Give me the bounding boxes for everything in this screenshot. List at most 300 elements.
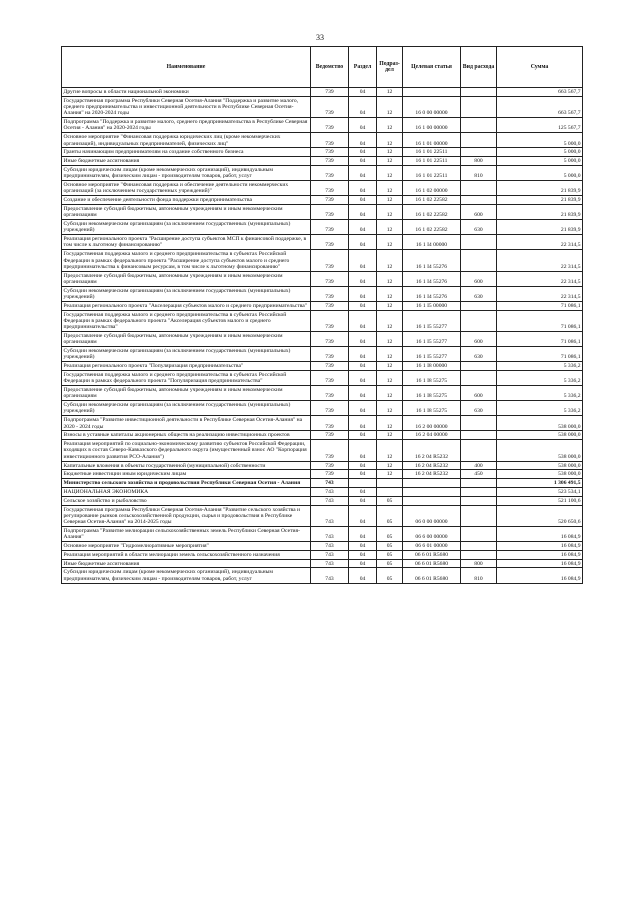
- table-row: [62, 416, 583, 431]
- table-row: [62, 370, 583, 385]
- cell-name: Государственная программа Республики Северная Осетия-Алания "Развитие сельского хозяйства и регулирование рынков сельскохозяйственной продукции, сырья и продовольствия в Республике Северная Осетия-Алания" на 2014-2025 годы: [62, 505, 311, 526]
- cell-name: Сельское хозяйство и рыболовство: [62, 496, 311, 505]
- cell-sub: 12: [377, 416, 403, 431]
- cell-name: Реализация мероприятий по социально-экономическому развитию субъектов Российской Федерации, входящих в состав Северо-Кавказского федерального округа (имущественный взнос АО "Корпорация инвестиционного развития РСО-Алания"): [62, 440, 311, 461]
- cell-exp: 600: [461, 204, 497, 219]
- cell-name: Предоставление субсидий бюджетным, автономным учреждениям и иным некоммерческим организациям: [62, 332, 311, 347]
- cell-name: Государственная поддержка малого и среднего предпринимательства в субъектах Российской Федерации в рамках федерального проекта "Акселерация субъектов малого и среднего предпринимательства": [62, 310, 311, 331]
- cell-tgt: 16 1 02 22582: [403, 196, 461, 205]
- cell-sub: 12: [377, 165, 403, 180]
- cell-dept: 739: [311, 181, 349, 196]
- cell-tgt: 06 6 01 R5680: [403, 550, 461, 559]
- table-row: [62, 96, 583, 117]
- cell-dept: 743: [311, 526, 349, 541]
- cell-sub: 12: [377, 461, 403, 470]
- cell-sec: 04: [349, 401, 377, 416]
- cell-sec: 04: [349, 542, 377, 551]
- cell-dept: 739: [311, 250, 349, 271]
- cell-dept: 743: [311, 479, 349, 488]
- cell-sub: 12: [377, 470, 403, 479]
- page-number: 33: [316, 33, 324, 42]
- cell-sum: 538 000,0: [497, 416, 583, 431]
- cell-exp: [461, 550, 497, 559]
- cell-dept: 739: [311, 461, 349, 470]
- cell-sec: 04: [349, 416, 377, 431]
- cell-sec: 04: [349, 148, 377, 157]
- cell-exp: [461, 181, 497, 196]
- cell-sum: 523 534,1: [497, 487, 583, 496]
- cell-exp: [461, 250, 497, 271]
- cell-sum: 663 567,7: [497, 96, 583, 117]
- cell-name: Основное мероприятие "Гидромелиоративные мероприятия": [62, 542, 311, 551]
- cell-sec: 04: [349, 431, 377, 440]
- table-row: [62, 550, 583, 559]
- cell-name: Министерство сельского хозяйства и продовольствия Республики Северная Осетия - Алания: [62, 479, 311, 488]
- cell-dept: 739: [311, 286, 349, 301]
- table-row: [62, 301, 583, 310]
- cell-name: Предоставление субсидий бюджетным, автономным учреждениям и иным некоммерческим организациям: [62, 386, 311, 401]
- cell-sub: 12: [377, 220, 403, 235]
- cell-sum: 663 567,7: [497, 88, 583, 97]
- cell-tgt: [403, 479, 461, 488]
- cell-sec: 04: [349, 568, 377, 583]
- cell-dept: 743: [311, 487, 349, 496]
- table-row: [62, 118, 583, 133]
- cell-sub: 12: [377, 386, 403, 401]
- cell-name: Субсидии некоммерческим организациям (за исключением государственных (муниципальных) учреждений): [62, 220, 311, 235]
- cell-name: Субсидии юридическим лицам (кроме некоммерческих организаций), индивидуальным предпринимателям, физическим лицам - производителям товаров, работ, услуг: [62, 165, 311, 180]
- budget-table: [61, 46, 583, 584]
- cell-tgt: 16 1 02 22582: [403, 204, 461, 219]
- cell-sum: 538 000,0: [497, 461, 583, 470]
- cell-dept: 743: [311, 568, 349, 583]
- cell-tgt: 16 1 I4 00000: [403, 235, 461, 250]
- cell-exp: 800: [461, 559, 497, 568]
- cell-sum: 125 567,7: [497, 118, 583, 133]
- cell-dept: 739: [311, 332, 349, 347]
- header-expense: Вид расхода: [461, 47, 497, 88]
- cell-dept: 739: [311, 347, 349, 362]
- table-row: [62, 347, 583, 362]
- table-row: [62, 505, 583, 526]
- cell-sum: 538 000,0: [497, 440, 583, 461]
- cell-name: Капитальные вложения в объекты государственной (муниципальной) собственности: [62, 461, 311, 470]
- header-dept: Ведомство: [311, 47, 349, 88]
- cell-tgt: 06 6 01 00000: [403, 542, 461, 551]
- cell-sub: 05: [377, 550, 403, 559]
- table-row: [62, 286, 583, 301]
- cell-tgt: 16 1 00 00000: [403, 118, 461, 133]
- cell-tgt: 06 0 00 00000: [403, 505, 461, 526]
- cell-exp: 800: [461, 157, 497, 166]
- table-row: [62, 526, 583, 541]
- cell-sec: 04: [349, 505, 377, 526]
- cell-exp: [461, 235, 497, 250]
- cell-sum: 22 314,5: [497, 286, 583, 301]
- cell-exp: [461, 505, 497, 526]
- cell-dept: 739: [311, 118, 349, 133]
- cell-dept: 739: [311, 271, 349, 286]
- cell-sub: 12: [377, 431, 403, 440]
- cell-sub: 12: [377, 286, 403, 301]
- cell-tgt: 16 1 02 22582: [403, 220, 461, 235]
- cell-name: Реализация регионального проекта "Расширение доступа субъектов МСП к финансовой поддержке, в том числе к льготному финансированию": [62, 235, 311, 250]
- cell-exp: [461, 440, 497, 461]
- cell-dept: 739: [311, 220, 349, 235]
- cell-dept: 739: [311, 431, 349, 440]
- cell-tgt: 16 1 I8 55275: [403, 370, 461, 385]
- table-row: [62, 568, 583, 583]
- table-row: [62, 332, 583, 347]
- cell-sec: 04: [349, 470, 377, 479]
- cell-sub: 12: [377, 88, 403, 97]
- cell-dept: 739: [311, 401, 349, 416]
- cell-exp: 600: [461, 386, 497, 401]
- table-row: [62, 461, 583, 470]
- cell-dept: 739: [311, 470, 349, 479]
- cell-sum: 16 084,9: [497, 559, 583, 568]
- cell-name: Взносы в уставные капиталы акционерных обществ на реализацию инвестиционных проектов: [62, 431, 311, 440]
- cell-name: Предоставление субсидий бюджетным, автономным учреждениям и иным некоммерческим организациям: [62, 271, 311, 286]
- table-row: [62, 148, 583, 157]
- cell-sec: 04: [349, 550, 377, 559]
- cell-sec: 04: [349, 310, 377, 331]
- cell-sub: 05: [377, 568, 403, 583]
- table-row: [62, 133, 583, 148]
- cell-tgt: 16 1 I8 00000: [403, 362, 461, 371]
- cell-exp: 630: [461, 286, 497, 301]
- cell-exp: [461, 370, 497, 385]
- cell-name: Гранты начинающим предпринимателям на создание собственного бизнеса: [62, 148, 311, 157]
- cell-name: Реализация регионального проекта "Популяризация предпринимательства": [62, 362, 311, 371]
- cell-sub: 12: [377, 96, 403, 117]
- cell-sec: 04: [349, 165, 377, 180]
- cell-sub: 05: [377, 505, 403, 526]
- table-row: [62, 220, 583, 235]
- cell-tgt: 16 1 01 22511: [403, 148, 461, 157]
- cell-name: Государственная поддержка малого и среднего предпринимательства в субъектах Российской Федерации в рамках федерального проекта "Популяризация предпринимательства": [62, 370, 311, 385]
- cell-sum: 22 314,5: [497, 271, 583, 286]
- cell-tgt: 16 1 01 22511: [403, 165, 461, 180]
- cell-exp: [461, 542, 497, 551]
- cell-dept: 739: [311, 133, 349, 148]
- cell-dept: 739: [311, 370, 349, 385]
- table-row: [62, 401, 583, 416]
- cell-sub: 12: [377, 440, 403, 461]
- table-header-row: [62, 47, 583, 88]
- cell-dept: 739: [311, 88, 349, 97]
- table-row: [62, 157, 583, 166]
- cell-name: Подпрограмма "Развитие инвестиционной деятельности в Республике Северная Осетия-Алания" на 2020 - 2024 годы: [62, 416, 311, 431]
- cell-sum: 16 084,9: [497, 542, 583, 551]
- cell-sec: 04: [349, 250, 377, 271]
- cell-tgt: 16 1 I5 55277: [403, 347, 461, 362]
- cell-sec: 04: [349, 487, 377, 496]
- cell-sub: 12: [377, 196, 403, 205]
- cell-sum: 22 314,5: [497, 235, 583, 250]
- cell-sum: 71 086,1: [497, 310, 583, 331]
- cell-dept: 743: [311, 542, 349, 551]
- cell-sec: 04: [349, 461, 377, 470]
- cell-sec: 04: [349, 181, 377, 196]
- cell-name: Субсидии некоммерческим организациям (за исключением государственных (муниципальных) учреждений): [62, 401, 311, 416]
- cell-tgt: 16 1 I4 55276: [403, 271, 461, 286]
- cell-sec: 04: [349, 271, 377, 286]
- cell-exp: [461, 487, 497, 496]
- cell-exp: [461, 196, 497, 205]
- cell-dept: 739: [311, 440, 349, 461]
- cell-sum: 5 000,0: [497, 133, 583, 148]
- cell-sec: 04: [349, 370, 377, 385]
- cell-sub: 12: [377, 157, 403, 166]
- cell-tgt: 16 2 04 R5232: [403, 461, 461, 470]
- table-row: [62, 271, 583, 286]
- cell-sum: 5 000,0: [497, 148, 583, 157]
- cell-name: Государственная поддержка малого и среднего предпринимательства в субъектах Российской Федерации в рамках федерального проекта "Расширение доступа субъектов малого и среднего предпринимательства к финансовым ресурсам, в том числе к льготному финансированию": [62, 250, 311, 271]
- cell-sec: 04: [349, 496, 377, 505]
- table-row: [62, 431, 583, 440]
- cell-sub: 12: [377, 332, 403, 347]
- cell-dept: 743: [311, 550, 349, 559]
- cell-exp: [461, 362, 497, 371]
- cell-sub: 12: [377, 118, 403, 133]
- cell-name: Иные бюджетные ассигнования: [62, 559, 311, 568]
- cell-sum: 71 086,1: [497, 347, 583, 362]
- cell-name: Реализация регионального проекта "Акселерация субъектов малого и среднего предпринимательства": [62, 301, 311, 310]
- cell-name: Субсидии юридическим лицам (кроме некоммерческих организаций), индивидуальным предпринимателям, физическим лицам - производителям товаров, работ, услуг: [62, 568, 311, 583]
- cell-tgt: 06 6 00 00000: [403, 526, 461, 541]
- cell-sub: 05: [377, 496, 403, 505]
- cell-dept: 743: [311, 559, 349, 568]
- table-row: [62, 362, 583, 371]
- cell-sub: 12: [377, 271, 403, 286]
- table-row: [62, 496, 583, 505]
- cell-sec: 04: [349, 301, 377, 310]
- cell-sec: 04: [349, 118, 377, 133]
- cell-dept: 739: [311, 416, 349, 431]
- table-row: [62, 386, 583, 401]
- cell-exp: 600: [461, 332, 497, 347]
- table-row: [62, 235, 583, 250]
- header-subsection: Подраз-дел: [377, 47, 403, 88]
- cell-sec: 04: [349, 96, 377, 117]
- cell-sub: 12: [377, 310, 403, 331]
- cell-sec: 04: [349, 204, 377, 219]
- cell-sec: 04: [349, 386, 377, 401]
- cell-exp: 400: [461, 461, 497, 470]
- cell-sub: 12: [377, 181, 403, 196]
- cell-dept: 739: [311, 96, 349, 117]
- cell-sum: 21 839,9: [497, 196, 583, 205]
- cell-exp: 450: [461, 470, 497, 479]
- table-row: [62, 196, 583, 205]
- table-row: [62, 181, 583, 196]
- table-row: [62, 479, 583, 488]
- cell-dept: 739: [311, 362, 349, 371]
- cell-name: Бюджетные инвестиции иным юридическим лицам: [62, 470, 311, 479]
- cell-dept: 739: [311, 157, 349, 166]
- table-row: [62, 204, 583, 219]
- cell-sum: 16 084,9: [497, 526, 583, 541]
- cell-name: Другие вопросы в области национальной экономики: [62, 88, 311, 97]
- cell-dept: 739: [311, 196, 349, 205]
- cell-sub: 12: [377, 148, 403, 157]
- cell-tgt: 16 2 04 00000: [403, 431, 461, 440]
- cell-sum: 5 000,0: [497, 165, 583, 180]
- cell-exp: [461, 431, 497, 440]
- cell-tgt: 16 1 I4 55276: [403, 286, 461, 301]
- cell-name: Подпрограмма "Поддержка и развитие малого, среднего предпринимательства в Республике Северная Осетия - Алания" на 2020-2024 годы: [62, 118, 311, 133]
- cell-name: Создание и обеспечение деятельности фонда поддержки предпринимательства: [62, 196, 311, 205]
- cell-name: Субсидии некоммерческим организациям (за исключением государственных (муниципальных) учреждений): [62, 347, 311, 362]
- cell-sum: 21 839,9: [497, 220, 583, 235]
- cell-sub: 12: [377, 362, 403, 371]
- cell-name: Основное мероприятие "Финансовая поддержка юридических лиц (кроме некоммерческих организаций), индивидуальных предпринимателей, физических лиц": [62, 133, 311, 148]
- cell-name: НАЦИОНАЛЬНАЯ ЭКОНОМИКА: [62, 487, 311, 496]
- cell-sec: 04: [349, 235, 377, 250]
- cell-dept: 743: [311, 505, 349, 526]
- cell-sub: 12: [377, 250, 403, 271]
- cell-sec: 04: [349, 133, 377, 148]
- cell-sub: 12: [377, 235, 403, 250]
- cell-dept: 739: [311, 235, 349, 250]
- header-sum: Сумма: [497, 47, 583, 88]
- cell-sec: 04: [349, 347, 377, 362]
- cell-exp: 630: [461, 401, 497, 416]
- table-row: [62, 470, 583, 479]
- cell-sum: 21 839,9: [497, 204, 583, 219]
- cell-exp: [461, 118, 497, 133]
- cell-sum: 5 336,2: [497, 370, 583, 385]
- cell-exp: 810: [461, 165, 497, 180]
- cell-name: Иные бюджетные ассигнования: [62, 157, 311, 166]
- cell-exp: [461, 496, 497, 505]
- table-row: [62, 310, 583, 331]
- cell-sub: 12: [377, 204, 403, 219]
- cell-dept: 739: [311, 165, 349, 180]
- cell-name: Основное мероприятие "Финансовая поддержка и обеспечение деятельности некоммерческих организаций (за исключением государственных учреждений)": [62, 181, 311, 196]
- cell-tgt: [403, 487, 461, 496]
- cell-tgt: 16 1 I5 55277: [403, 310, 461, 331]
- cell-tgt: [403, 88, 461, 97]
- cell-sum: 520 650,6: [497, 505, 583, 526]
- table-row: [62, 487, 583, 496]
- cell-name: Субсидии некоммерческим организациям (за исключением государственных (муниципальных) учреждений): [62, 286, 311, 301]
- cell-tgt: 16 1 I8 55275: [403, 386, 461, 401]
- header-target: Целевая статья: [403, 47, 461, 88]
- cell-exp: [461, 310, 497, 331]
- table-row: [62, 250, 583, 271]
- cell-tgt: 16 1 02 00000: [403, 181, 461, 196]
- cell-tgt: 06 6 01 R5680: [403, 568, 461, 583]
- cell-dept: 739: [311, 301, 349, 310]
- cell-sum: 16 084,9: [497, 550, 583, 559]
- cell-sum: 1 306 491,5: [497, 479, 583, 488]
- table-row: [62, 165, 583, 180]
- header-section: Раздел: [349, 47, 377, 88]
- cell-dept: 739: [311, 310, 349, 331]
- cell-sum: 538 000,0: [497, 431, 583, 440]
- table-row: [62, 440, 583, 461]
- cell-name: Предоставление субсидий бюджетным, автономным учреждениям и иным некоммерческим организациям: [62, 204, 311, 219]
- cell-sec: 04: [349, 559, 377, 568]
- cell-sub: 12: [377, 133, 403, 148]
- cell-sum: 5 336,2: [497, 362, 583, 371]
- cell-tgt: 16 2 00 00000: [403, 416, 461, 431]
- cell-dept: 739: [311, 204, 349, 219]
- cell-sec: 04: [349, 440, 377, 461]
- cell-sec: 04: [349, 220, 377, 235]
- table-row: [62, 559, 583, 568]
- cell-sum: 22 314,5: [497, 250, 583, 271]
- cell-tgt: 16 1 I4 55276: [403, 250, 461, 271]
- cell-tgt: 16 0 00 00000: [403, 96, 461, 117]
- cell-sum: 5 336,2: [497, 401, 583, 416]
- cell-sub: [377, 487, 403, 496]
- table-row: [62, 542, 583, 551]
- cell-sum: 71 086,1: [497, 332, 583, 347]
- cell-dept: 739: [311, 148, 349, 157]
- cell-sub: 12: [377, 347, 403, 362]
- cell-sec: 04: [349, 196, 377, 205]
- cell-exp: [461, 526, 497, 541]
- cell-sum: 71 086,1: [497, 301, 583, 310]
- cell-tgt: 16 1 I5 55277: [403, 332, 461, 347]
- cell-tgt: 16 2 04 R5232: [403, 440, 461, 461]
- cell-sub: 12: [377, 370, 403, 385]
- cell-exp: 630: [461, 220, 497, 235]
- cell-sub: 05: [377, 559, 403, 568]
- cell-dept: 743: [311, 496, 349, 505]
- cell-sub: 12: [377, 401, 403, 416]
- cell-exp: [461, 148, 497, 157]
- cell-name: Подпрограмма "Развитие мелиорации сельскохозяйственных земель Республики Северная Осетия-Алания": [62, 526, 311, 541]
- cell-sec: 04: [349, 526, 377, 541]
- cell-sec: 04: [349, 286, 377, 301]
- cell-dept: 739: [311, 386, 349, 401]
- header-name: Наименование: [62, 47, 311, 88]
- cell-sum: 521 100,6: [497, 496, 583, 505]
- cell-sec: 04: [349, 157, 377, 166]
- cell-sum: 16 084,9: [497, 568, 583, 583]
- cell-tgt: 16 1 01 22511: [403, 157, 461, 166]
- cell-sec: 04: [349, 362, 377, 371]
- cell-exp: 630: [461, 347, 497, 362]
- cell-sec: [349, 479, 377, 488]
- cell-tgt: 06 6 01 R5680: [403, 559, 461, 568]
- cell-name: Реализация мероприятий в области мелиорации земель сельскохозяйственного назначения: [62, 550, 311, 559]
- cell-sec: 04: [349, 332, 377, 347]
- cell-sum: 21 839,9: [497, 181, 583, 196]
- cell-sum: 5 000,0: [497, 157, 583, 166]
- cell-exp: 810: [461, 568, 497, 583]
- cell-sub: 12: [377, 301, 403, 310]
- cell-sub: 05: [377, 542, 403, 551]
- cell-exp: 600: [461, 271, 497, 286]
- cell-sum: 5 336,2: [497, 386, 583, 401]
- cell-tgt: 16 2 04 R5232: [403, 470, 461, 479]
- cell-tgt: [403, 496, 461, 505]
- cell-tgt: 16 1 I5 00000: [403, 301, 461, 310]
- cell-exp: [461, 133, 497, 148]
- cell-sub: [377, 479, 403, 488]
- cell-exp: [461, 301, 497, 310]
- cell-tgt: 16 1 01 00000: [403, 133, 461, 148]
- cell-sub: 05: [377, 526, 403, 541]
- cell-exp: [461, 416, 497, 431]
- cell-exp: [461, 479, 497, 488]
- cell-exp: [461, 88, 497, 97]
